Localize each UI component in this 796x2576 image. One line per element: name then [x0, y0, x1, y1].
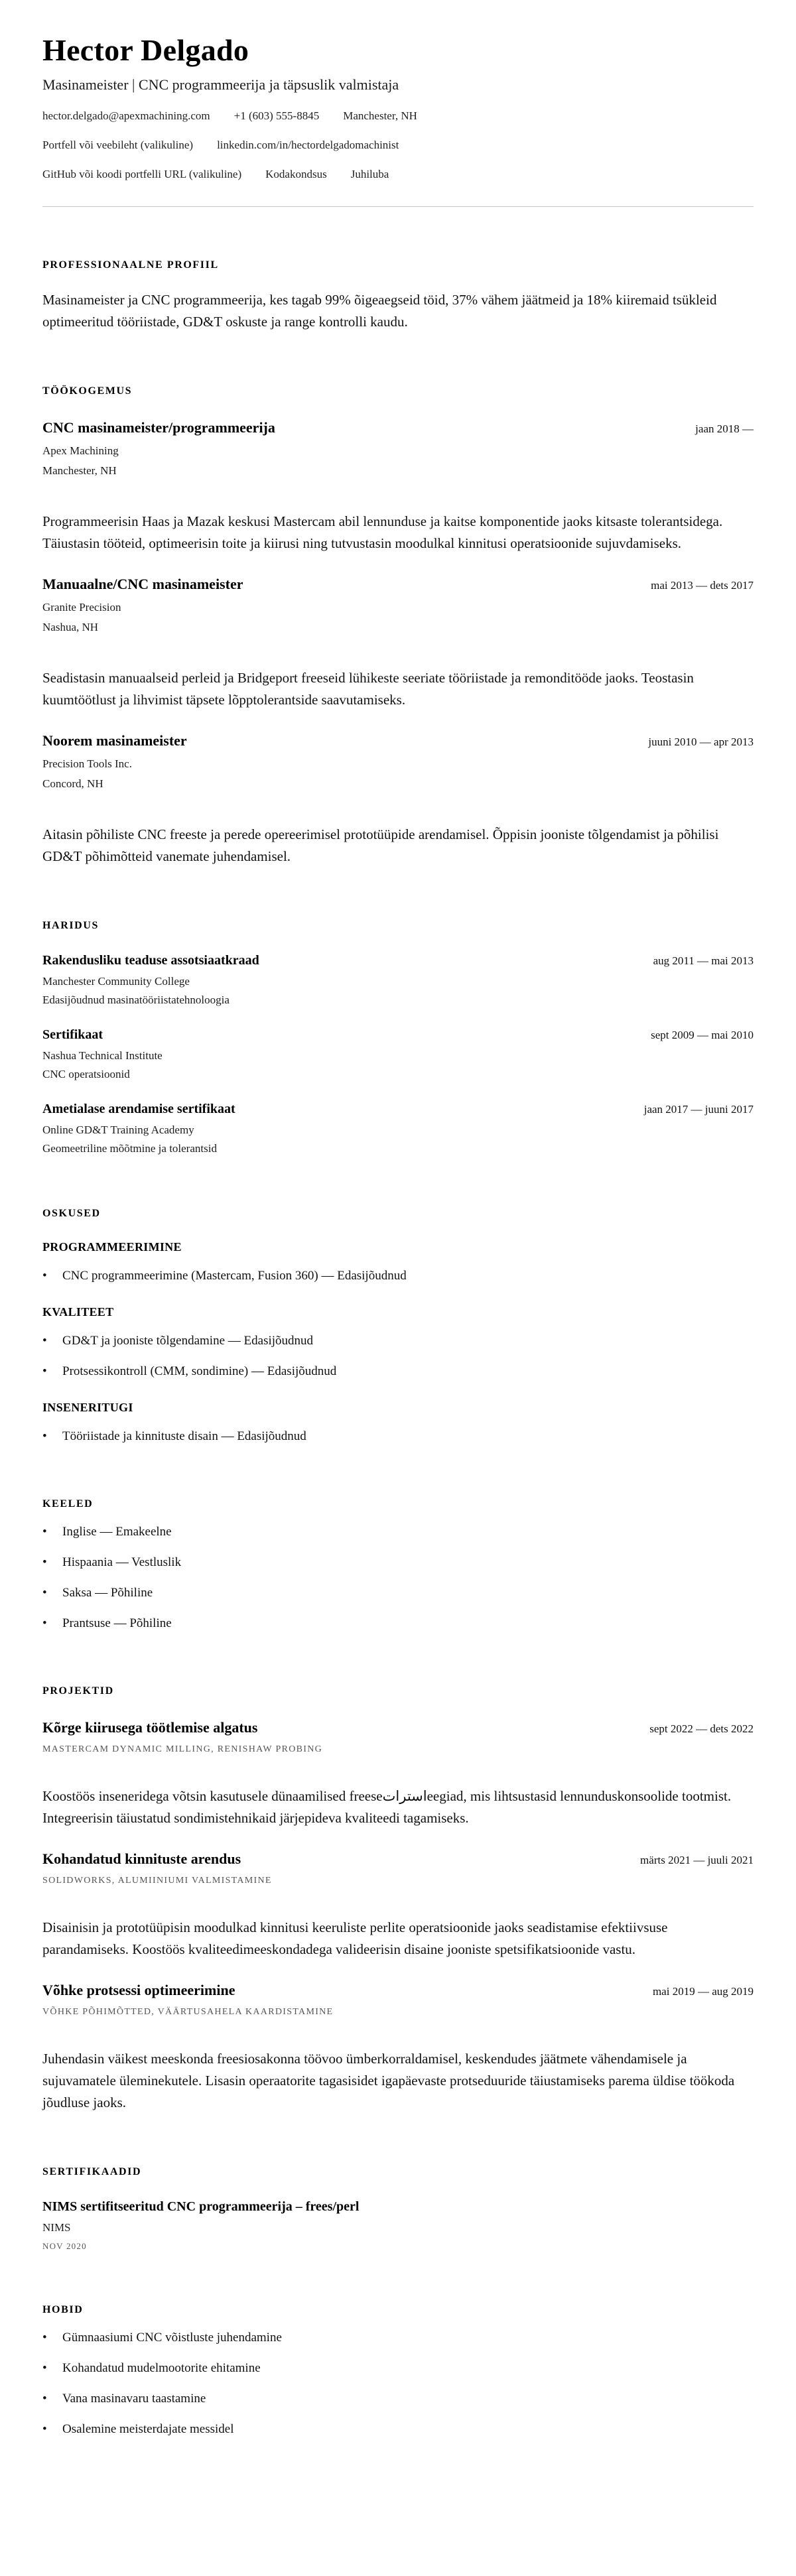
language-item [42, 1614, 754, 1633]
section-skills [42, 1207, 754, 1446]
job-description: Seadistasin manuaalseid perleid ja Bridgeport freeseid lühikeste seeriate tööriistade ja remonditööde jaoks. Teostasin kuumtöötlust ja lihvimist täpsete lõpptolerantside saavutamiseks. [42, 669, 694, 708]
project-header [42, 1718, 754, 1738]
bullet-icon [42, 1332, 62, 1350]
hobby-item-text: Vana masinavaru taastamine [62, 2391, 206, 2406]
project-tech: VÕHKE PÕHIMÕTTED, VÄÄRTUSAHELA KAARDISTAMINE [42, 2006, 334, 2017]
email-text: hector.delgado@apexmachining.com [42, 109, 210, 122]
bullet-icon [42, 1267, 62, 1285]
project-title: Võhke protsessi optimeerimine [42, 1981, 235, 1998]
job-title: Noorem masinameister [42, 732, 187, 749]
job-location: Nashua, NH [42, 620, 99, 633]
resume-header [42, 33, 754, 181]
certification-date: NOV 2020 [42, 2240, 87, 2251]
citizenship-text: Kodakondsus [265, 167, 327, 180]
hobby-item-text: Kohandatud mudelmootorite ehitamine [62, 2360, 261, 2375]
section-heading-profile: PROFESSIONAALNE PROFIIL [42, 259, 219, 271]
section-heading-projects: PROJEKTID [42, 1685, 114, 1697]
section-education [42, 919, 754, 1155]
education-degree: Sertifikaat [42, 1027, 103, 1042]
project-entry [42, 1718, 754, 1829]
job-date: juuni 2010 — apr 2013 [648, 735, 754, 748]
education-entry [42, 1100, 754, 1155]
bullet-icon [42, 2359, 62, 2378]
drivers-license-text: Juhiluba [350, 167, 389, 180]
section-heading-education: HARIDUS [42, 919, 99, 931]
location-text: Manchester, NH [343, 109, 417, 122]
project-header [42, 1849, 754, 1869]
certification-name: NIMS sertifitseeritud CNC programmeerija – frees/perl [42, 2199, 360, 2214]
language-item-text: Hispaania — Vestluslik [62, 1555, 182, 1569]
language-item [42, 1553, 754, 1572]
language-item-text: Inglise — Emakeelne [62, 1524, 172, 1539]
bullet-icon [42, 1362, 62, 1381]
language-item [42, 1523, 754, 1541]
education-entry [42, 1025, 754, 1081]
job-entry [42, 731, 754, 868]
job-location: Manchester, NH [42, 464, 117, 477]
bullet-icon [42, 2390, 62, 2408]
project-date: sept 2022 — dets 2022 [649, 1722, 754, 1735]
skill-group-label: KVALITEET [42, 1305, 114, 1319]
bullet-icon [42, 1584, 62, 1602]
job-entry [42, 574, 754, 711]
education-detail: Geomeetriline mõõtmine ja tolerantsid [42, 1141, 217, 1155]
hobby-item [42, 2390, 754, 2408]
education-date: aug 2011 — mai 2013 [653, 954, 754, 967]
skill-group-label: PROGRAMMEERIMINE [42, 1240, 182, 1254]
language-item-text: Prantsuse — Põhiline [62, 1616, 172, 1630]
section-hobbies [42, 2303, 754, 2439]
project-description: Disainisin ja prototüüpisin moodulkad kinnitusi keeruliste perlite operatsioonide jaoks seadistamise efektiivsuse parandamiseks. Koostöös kvaliteedimeeskondadega valideerisin disaine jooniste spetsifikatsioonide vastu. [42, 1919, 668, 1957]
github-text: GitHub või koodi portfelli URL (valikuline) [42, 167, 242, 180]
section-certifications [42, 2165, 754, 2252]
hobby-item [42, 2420, 754, 2439]
job-date: mai 2013 — dets 2017 [651, 578, 754, 592]
education-detail: Edasijõudnud masinatööriistatehnoloogia [42, 993, 230, 1006]
job-description: Aitasin põhiliste CNC freeste ja perede opereerimisel prototüüpide arendamisel. Õppisin jooniste tõlgendamist ja põhilisi GD&T põhimõtteid vanemate juhendamisel. [42, 826, 719, 864]
bullet-icon [42, 1427, 62, 1446]
job-location: Concord, NH [42, 777, 103, 790]
job-description: Programmeerisin Haas ja Mazak keskusi Mastercam abil lennunduse ja kaitse komponentide jaoks kitsaste tolerantsidega. Täiustasin tööteid, optimeerisin toite ja kiirusi ning tutvustasin moodulkal kinnitusi operatsioonide sujuvdamiseks. [42, 513, 723, 551]
skill-item-text: CNC programmeerimine (Mastercam, Fusion 360) — Edasijõudnud [62, 1268, 407, 1283]
project-tech: MASTERCAM DYNAMIC MILLING, RENISHAW PROBING [42, 1744, 323, 1754]
skill-item [42, 1427, 754, 1446]
project-date: märts 2021 — juuli 2021 [640, 1853, 754, 1866]
portfolio-text: Portfell või veebileht (valikuline) [42, 138, 194, 151]
language-item [42, 1584, 754, 1602]
project-tech: SOLIDWORKS, ALUMIINIUMI VALMISTAMINE [42, 1875, 272, 1886]
section-experience [42, 385, 754, 868]
education-header [42, 1025, 754, 1044]
bullet-icon [42, 1553, 62, 1572]
job-title: CNC masinameister/programmeerija [42, 419, 275, 436]
candidate-tagline: Masinameister | CNC programmeerija ja täpsuslik valmistaja [42, 76, 399, 93]
education-degree: Ametialase arendamise sertifikaat [42, 1101, 235, 1116]
skill-item-text: Protsessikontroll (CMM, sondimine) — Edasijõudnud [62, 1364, 337, 1378]
skill-item-text: Tööriistade ja kinnituste disain — Edasijõudnud [62, 1429, 306, 1443]
bullet-icon [42, 2420, 62, 2439]
hobby-item [42, 2329, 754, 2347]
education-school: Manchester Community College [42, 974, 190, 988]
job-company: Precision Tools Inc. [42, 757, 132, 770]
skill-item-text: GD&T ja jooniste tõlgendamine — Edasijõudnud [62, 1333, 314, 1348]
phone-text: +1 (603) 555-8845 [233, 109, 320, 122]
education-entry [42, 951, 754, 1007]
section-projects [42, 1685, 754, 2114]
language-item-text: Saksa — Põhiline [62, 1585, 153, 1600]
bullet-icon [42, 1614, 62, 1633]
project-entry [42, 1980, 754, 2114]
job-date: jaan 2018 — [695, 422, 754, 435]
section-heading-skills: OSKUSED [42, 1207, 101, 1219]
skill-group [42, 1399, 754, 1446]
skill-group [42, 1304, 754, 1381]
linkedin-text: linkedin.com/in/hectordelgadomachinist [217, 138, 399, 151]
certification-issuer: NIMS [42, 2221, 71, 2234]
section-profile [42, 259, 754, 333]
section-heading-languages: KEELED [42, 1498, 94, 1510]
project-date: mai 2019 — aug 2019 [652, 1984, 754, 1998]
education-date: sept 2009 — mai 2010 [651, 1028, 754, 1041]
hobby-item [42, 2359, 754, 2378]
contact-row-3 [42, 168, 754, 181]
skill-group [42, 1239, 754, 1285]
job-header [42, 418, 754, 438]
education-degree: Rakendusliku teaduse assotsiaatkraad [42, 952, 259, 968]
skill-group-label: INSENERITUGI [42, 1400, 133, 1414]
bullet-icon [42, 2329, 62, 2347]
job-header [42, 731, 754, 751]
job-company: Apex Machining [42, 444, 119, 457]
project-description: Koostöös inseneridega võtsin kasutusele dünaamilised freeseاستراتeegiad, mis lihtsustasid lennunduskonsoolide tootmist. Integreerisin täiustatud sondimistehnikaid järjepideva kvaliteedi tagamiseks. [42, 1787, 732, 1826]
contact-row-1 [42, 109, 754, 123]
hobby-item-text: Gümnaasiumi CNC võistluste juhendamine [62, 2330, 282, 2345]
header-divider [42, 206, 754, 207]
section-heading-certifications: SERTIFIKAADID [42, 2165, 142, 2177]
project-description: Juhendasin väikest meeskonda freesiosakonna töövoo ümberkorraldamisel, keskendudes jäätmete vähendamisele ja sujuvamatele üleminekutele. Lisasin operaatorite tagasisidet igapäevaste protseduuride täiustamiseks parema üldise töökoda jõudluse jaoks. [42, 2050, 735, 2110]
education-detail: CNC operatsioonid [42, 1067, 130, 1080]
job-company: Granite Precision [42, 600, 121, 613]
contact-row-2 [42, 139, 754, 152]
project-header [42, 1980, 754, 2000]
bullet-icon [42, 1523, 62, 1541]
education-date: jaan 2017 — juuni 2017 [643, 1102, 754, 1116]
job-title: Manuaalne/CNC masinameister [42, 575, 243, 592]
project-title: Kohandatud kinnituste arendus [42, 1850, 241, 1867]
section-languages [42, 1498, 754, 1633]
education-school: Online GD&T Training Academy [42, 1123, 194, 1136]
section-heading-experience: TÖÖKOGEMUS [42, 385, 133, 397]
project-title: Kõrge kiirusega töötlemise algatus [42, 1718, 258, 1736]
profile-summary: Masinameister ja CNC programmeerija, kes tagab 99% õigeaegseid töid, 37% vähem jäätmeid ja 18% kiiremaid tsükleid optimeeritud tööriistade, GD&T oskuste ja range kontrolli kaudu. [42, 291, 717, 330]
education-header [42, 951, 754, 970]
hobby-item-text: Osalemine meisterdajate messidel [62, 2421, 234, 2436]
section-heading-hobbies: HOBID [42, 2303, 84, 2315]
education-school: Nashua Technical Institute [42, 1049, 163, 1062]
job-header [42, 574, 754, 594]
education-header [42, 1100, 754, 1118]
skill-item [42, 1332, 754, 1350]
job-entry [42, 418, 754, 554]
skill-item [42, 1362, 754, 1381]
skill-item [42, 1267, 754, 1285]
candidate-name: Hector Delgado [42, 33, 249, 67]
certification-entry [42, 2197, 754, 2252]
project-entry [42, 1849, 754, 1961]
